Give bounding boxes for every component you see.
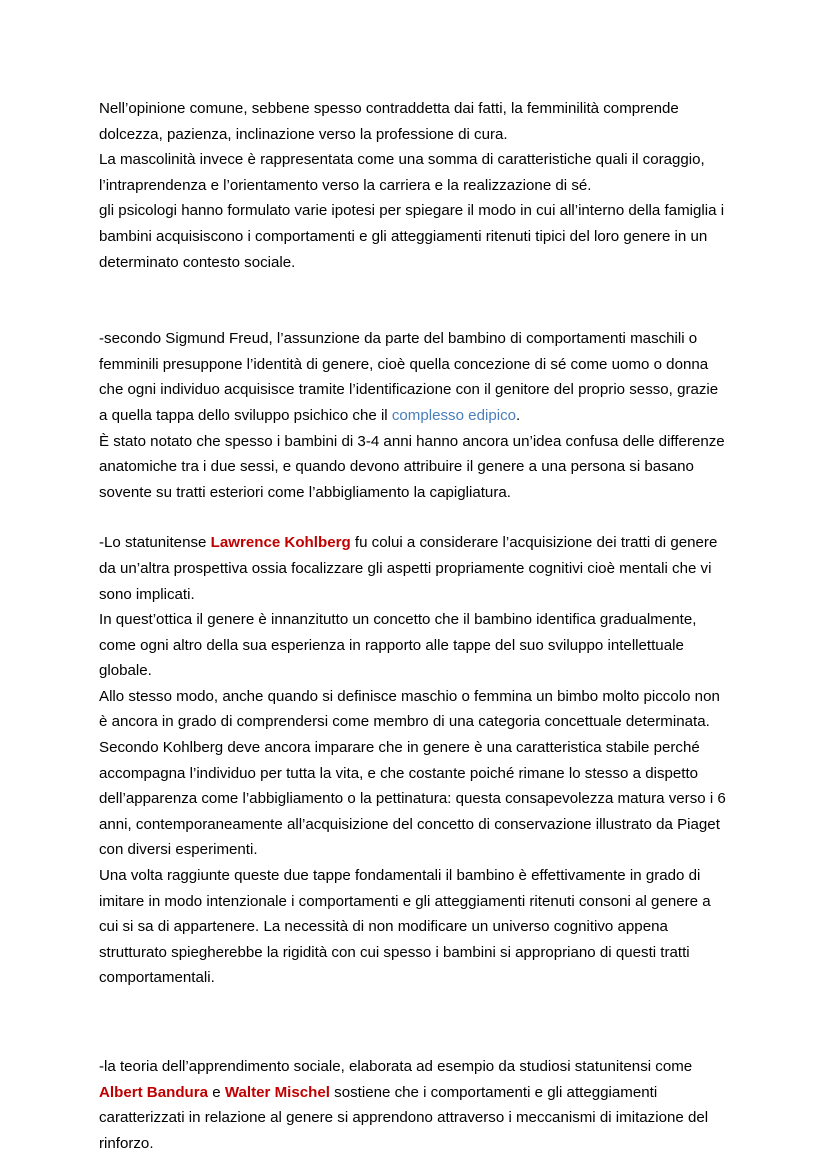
paragraph-1: Nell’opinione comune, sebbene spesso contraddetta dai fatti, la femminilità comprende dolcezza, pazienza, inclinazione verso la professione di cura. (99, 100, 679, 143)
paragraph-3: gli psicologi hanno formulato varie ipotesi per spiegare il modo in cui all’interno della famiglia i bambini acquisiscono i comportamenti e gli atteggiamenti ritenuti tipici del loro genere in un determinato contesto sociale. (99, 202, 725, 271)
paragraph-8: Allo stesso modo, anche quando si definisce maschio o femmina un bimbo molto piccolo non è ancora in grado di comprendersi come membro di una categoria concettuale determinata. Secondo Kohlberg deve ancora imparare che in genere è una caratteristica stabile perché accompagna l’individuo per tutta la vita, e che costante poiché rimane lo stesso a dispetto dell’apparenza come l’abbigliamento o la pettinatura: questa consapevolezza matura verso i 6 anni, contemporaneamente all’acquisizione del concetto di conservazione illustrato da Piaget con diversi esperimenti. (99, 687, 726, 859)
highlighted-name-albert-bandura: Albert Bandura (99, 1083, 209, 1101)
paragraph-10-conjunction: e (208, 1083, 225, 1101)
paragraph-4-text-before-link: -secondo Sigmund Freud, l’assunzione da parte del bambino di comportamenti maschili o femminili presuppone l’identità di genere, cioè quella concezione di sé come uomo o donna che ogni individuo acquisisce tramite l’identificazione con il genitore del proprio sesso, grazie a quella tappa dello sviluppo psichico che il (99, 330, 719, 424)
paragraph-7: In quest’ottica il genere è innanzitutto un concetto che il bambino identifica gradualmente, come ogni altro della sua esperienza in rapporto alle tappe del suo sviluppo intellettuale globale. (99, 611, 697, 680)
complesso-edipico-link[interactable]: complesso edipico (391, 406, 517, 424)
paragraph-4-freud (99, 326, 729, 428)
paragraph-6-text-after-name: fu colui a considerare l’acquisizione dei tratti di genere da un’altra prospettiva ossia focalizzare gli aspetti propriamente cognitivi cioè mentali che vi sono implicati. (99, 534, 718, 603)
paragraph-spacer (99, 275, 729, 326)
document-body (99, 96, 729, 1156)
highlighted-name-lawrence-kohlberg: Lawrence Kohlberg (210, 534, 351, 552)
paragraph-10-text-before-names: -la teoria dell’apprendimento sociale, elaborata ad esempio da studiosi statunitensi come (99, 1058, 693, 1075)
paragraph-4-text-after-link: . (516, 406, 521, 424)
paragraph-6-text-before-name: -Lo statunitense (99, 534, 211, 552)
paragraph-2: La mascolinità invece è rappresentata come una somma di caratteristiche quali il coraggio, l’intraprendenza e l’orientamento verso la carriera e la realizzazione di sé. (99, 151, 705, 194)
paragraph-10-apprendimento-sociale (99, 1054, 729, 1156)
paragraph-6-kohlberg (99, 530, 729, 607)
paragraph-9: Una volta raggiunte queste due tappe fondamentali il bambino è effettivamente in grado di imitare in modo intenzionale i comportamenti e gli atteggiamenti ritenuti consoni al genere a cui si sa di appartenere. La necessità di non modificare un universo cognitivo appena strutturato spiegherebbe la rigidità con cui spesso i bambini si appropriano di questi tratti comportamentali. (99, 867, 711, 987)
paragraph-spacer (99, 991, 729, 1054)
paragraph-5: È stato notato che spesso i bambini di 3-4 anni hanno ancora un’idea confusa delle differenze anatomiche tra i due sessi, e quando devono attribuire il genere a una persona si basano sovente su tratti esteriori come l’abbigliamento la capigliatura. (99, 432, 725, 501)
highlighted-name-walter-mischel: Walter Mischel (224, 1083, 330, 1101)
paragraph-10-text-after-names: sostiene che i comportamenti e gli atteggiamenti caratterizzati in relazione al genere si apprendono attraverso i meccanismi di imitazione del rinforzo. (99, 1083, 709, 1152)
paragraph-spacer (99, 505, 729, 530)
